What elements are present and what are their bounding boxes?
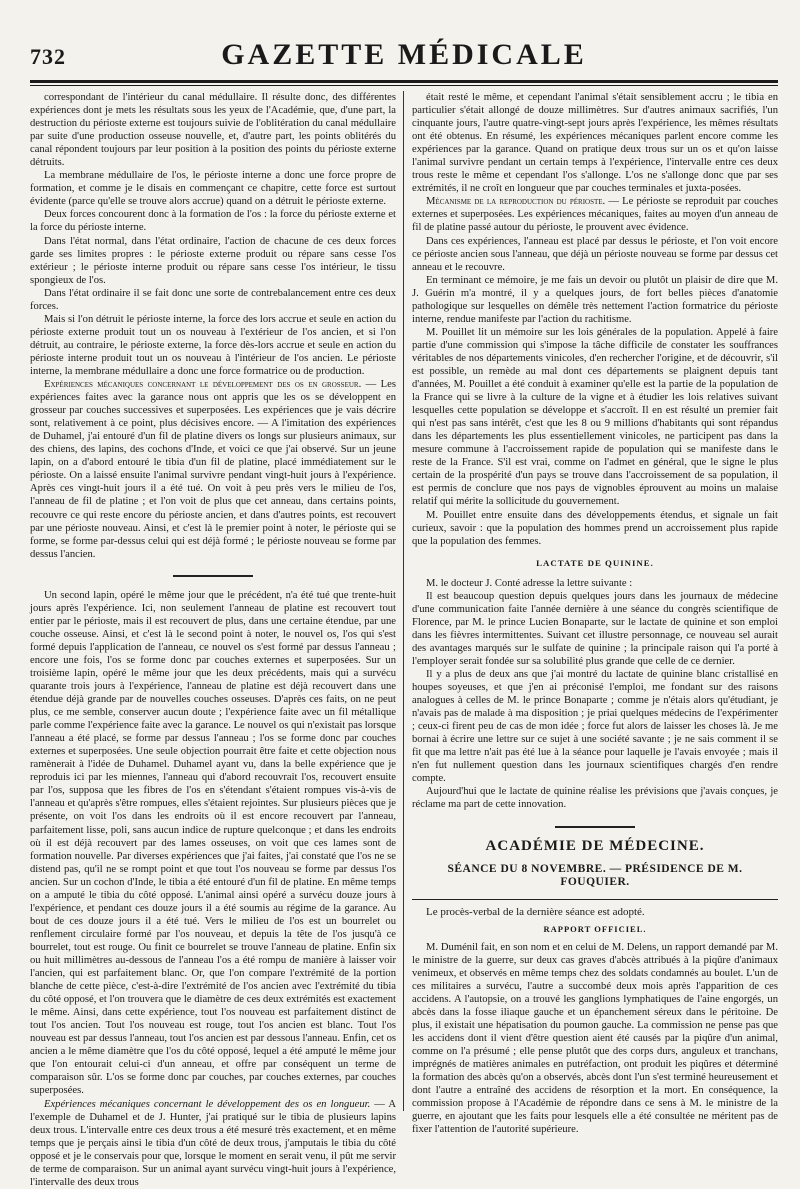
section-paragraph — [30, 1098, 396, 1189]
paragraph: Dans l'état ordinaire il se fait donc une sorte de contrebalancement entre ces deux forces. — [30, 287, 396, 312]
paragraph: correspondant de l'intérieur du canal médullaire. Il résulte donc, des différentes expériences dont je mets les résultats sous les yeux de l'Académie, que, d'une part, la destruction du périoste externe est toujours suivie de l'oblitération du canal médullaire par suite d'une production osseuse nouvelle, et, d'autre part, les points oblitérés du canal répondent toujours par leur position à la position des points du périoste externe détruits. — [30, 92, 396, 169]
section-paragraph — [412, 195, 778, 234]
section-title: Mécanisme de la reproduction du périoste. — [426, 196, 606, 208]
academy-title: ACADÉMIE DE MÉDECINE. — [485, 837, 705, 854]
separator — [173, 575, 253, 577]
page-number: 732 — [30, 44, 66, 69]
header-rule — [30, 80, 778, 83]
session-title: SÉANCE DU 8 NOVEMBRE. — PRÉSIDENCE DE M. FOUQUIER. — [447, 862, 743, 888]
section-text: — A l'exemple de Duhamel et de J. Hunter, j'ai pratiqué sur le tibia de plusieurs lapins deux trous. L'intervalle entre ces deux trous a été mesuré très exactement, et en même temps que je perçais ainsi le tibia d'un côté de deux trous, j'amputais le tibia du côté opposé et je le conservais pour que, lorsque le moment en serait venu, il pût me servir de terme de comparaison. Sur un animal ayant survécu vingt-huit jours à l'expérience, l'intervalle des deux trous — [30, 1098, 397, 1188]
section-title: Expériences mécaniques concernant le développement des os en grosseur. — [44, 379, 362, 391]
paragraph: Il est beaucoup question depuis quelques jours dans les journaux de médecine d'une communication faite l'année dernière à une séance du congrès scientifique de Florence, par M. le prince Lucien Bonaparte, sur le lactate de quinine et son emploi dans les fièvres intermittentes. Suivant cet illustre personnage, ce nouveau sel aurait des avantages marqués sur le sulfate de quinine ; la principale raison qui l'a porté à l'employer serait fondée sur sa solubilité plus grande que celle de ce dernier. — [412, 590, 778, 667]
paragraph: M. Duménil fait, en son nom et en celui de M. Delens, un rapport demandé par M. le ministre de la guerre, sur deux cas graves d'abcès attribués à la piqûre d'animaux venimeux, et observés en même temps chez des soldats condamnés au boulet. L'un de ces militaires a survécu, l'autre a succombé deux mois après l'apparition de ces accidens. A l'autopsie, on a trouvé les ganglions lymphatiques de l'aine engorgés, un abcès dans la fosse iliaque gauche et un épanchement séreux dans le péritoine. De plus, il existait une hépatisation du poumon gauche. La commission ne pense pas que les accidens dont il vient d'être question aient été causés par la piqûre d'un animal, comme on l'a présumé ; elle pense plutôt que des corps durs, anguleux et tranchans, imprégnés de matières animales en putréfaction, ont produit les piqûres et déterminé la formation des abcès qu'on a observés, abcès dont l'un s'est terminé heureusement et dont l'autre a entraîné des accidens de résorption et la mort. En conséquence, la commission propose à l'Académie de répondre dans ce sens à M. le ministre de la guerre, en ajoutant que les faits pour lesquels elle a été consultée ne méritent pas de fixer l'attention de l'autorité supérieure. — [412, 941, 778, 1136]
paragraph: Mais si l'on détruit le périoste interne, la force des lors accrue et seule en action du périoste externe produit tout un os nouveau à l'extérieur de l'os ancien, et si l'on détruit, au contraire, le périoste externe, la force dès-lors accrue et seule en action du périoste interne produit tout un os nouveau à l'intérieur de l'os ancien. Le périoste interne, la membrane médullaire a donc une force formatrice ou de production. — [30, 313, 396, 377]
paragraph: Un second lapin, opéré le même jour que le précédent, n'a été tué que trente-huit jours après l'expérience. Ici, non seulement l'anneau de platine est recouvert tout entier par le périoste, mais il est recouvert de plus, dans une certaine étendue, par une couche osseuse. Ainsi, et c'est là le second point à noter, le nouvel os, l'os qui s'est formé depuis l'application de l'anneau, ce nouvel os s'est formé par dessus l'anneau ; encore une fois, l'os se forme donc par couches externes et superposées. Sur un troisième lapin, opéré le même jour que les deux précédents, mais qui a survécu quarante trois jours à l'expérience, l'anneau de platine est déjà recouvert dans une étendue déjà grande par de nouvelles couches osseuses. D'après ces faits, on ne peut plus, ce me semble, conserver aucun doute ; l'expérience faite avec un fil métallique parle comme l'expérience faite avec la garance. Le nouvel os qui n'existait pas lorsque l'anneau a été placé, se forme par dessus l'anneau ; l'os se forme donc par couches externes et superposées. Une seule objection pourrait être faite et cette objection nous ramènerait à l'idée de Duhamel. Duhamel ayant vu, dans la belle expérience que je reproduis ici par les miennes, l'anneau qui d'abord recouvrait l'os, recouvert ensuite par l'os, supposa que les fibres de l'os en s'étendant s'étaient rompues vis-à-vis de l'anneau et qu'après s'être rompues, elles s'étaient rejointes. Sur plusieurs pièces que je présente, on voit l'os dans les endroits où il est encore recouvert par l'anneau, parfaitement lisse, poli, sans aucun indice de rupture quelconque ; et dans les endroits où il est déjà recouvert par des lames osseuses, on voit que ces lames sont de formation nouvelle. Par diverses expériences que j'ai faites, j'ai constaté que l'os ne se distend pas, qu'il ne se rompt point et que tout l'os nouveau se forme par dessus l'os ancien. Sur un cochon d'Inde, le tibia a été entouré d'un fil de platine. En même temps on a amputé le tibia du côté opposé. L'animal ainsi opéré a survécu douze jours à l'expérience, et pendant ces douze jours il a été soumis au régime de la garance. Au bout de ces douze jours il a été tué. Vers le milieu de l'os est un bourrelet ou renflement circulaire formé par l'os nouveau, et depuis la tête de l'os jusqu'à ce bourrelet, tout est rouge. Ou finit ce bourrelet se trouve l'anneau de platine. Enfin six ou huit millimètres au-dessous de l'anneau l'os a été rompu de manière à laisser voir l'ancien, qui est parfaitement blanc. Or, que l'on compare l'extrémité de la portion blanche de cette pièce, c'est-à-dire l'extrémité de l'os ancien avec l'extrémité du tibia du côté opposé, et l'on trouvera que le diamètre de ces deux extrémités est exactement le même. Ainsi, dans cette expérience, tout l'os nouveau est parfaitement distinct de tout l'os ancien. Tout l'os nouveau est rouge, tout l'os ancien est blanc. Tout l'os nouveau est par dessus l'anneau, tout l'os ancien est par dessous l'anneau. Enfin, cet os ancien a le même diamètre que l'os du côté opposé, lequel a été amputé le même jour que l'on entourait celui-ci d'un anneau, et offre par conséquent un terme de comparaison sûr. L'os se forme donc par couches, par couches externes, par couches superposées. — [30, 589, 396, 1097]
left-column — [30, 91, 397, 1188]
section-paragraph — [30, 378, 396, 561]
page-header — [30, 38, 778, 74]
paragraph: Aujourd'hui que le lactate de quinine réalise les prévisions que j'avais conçues, je réclame ma part de cette innovation. — [412, 786, 778, 811]
paragraph: M. Pouillet lit un mémoire sur les lois générales de la population. Appelé à faire partie d'une commission qui s'impose la tâche difficile de constater les souffrances véritables de nos départements vinicoles, d'en rechercher l'origine, et de découvrir, s'il est possible, un remède au mal dont ces départements se plaignent depuis tant d'années, M. Pouillet a été conduit à examiner qu'elle est la partie de la population de la France qui se livre à la culture de la vigne et à étudier les lois relatives suivant lesquelles cette population se développe et s'accroît. Il en est résulté un premier fait qui n'est pas sans intérêt, c'est que les 8 ou 9 millions d'habitants qui sont répandus dans les départements les plus essentiellement vinicoles, ne participent pas dans la mesure commune à l'accroissement rapide de population qui se manifeste dans le reste de la France. S'il est vrai, comme on l'admet en général, que le signe le plus certain de la prospérité d'un pays se trouve dans l'accroissement de sa population, il est permis de conclure que nos pays de vignobles éprouvent au moins un malaise relatif qui mérite la sollicitude du gouvernement. — [412, 326, 778, 508]
section-text: — Le périoste se reproduit par couches externes et superposées. Les expériences mécaniques, faites au moyen d'un anneau de fil de platine passé autour du périoste, le prouvent avec évidence. — [412, 196, 778, 234]
paragraph: Dans ces expériences, l'anneau est placé par dessus le périoste, et l'on voit encore ce périoste ancien sous l'anneau, que déjà un périoste nouveau se forme par dessus cet anneau et le recouvre. — [412, 235, 778, 273]
right-column — [412, 91, 778, 1136]
column-divider — [403, 91, 404, 1111]
paragraph: M. Pouillet entre ensuite dans des développements étendus, et signale un fait curieux, savoir : que la population des hommes prend un accroissement plus rapide que la population des femmes. — [412, 509, 778, 547]
section-text: — Les expériences faites avec la garance nous ont appris que les os se développent en grosseur par couches successives et superposées. Les expériences que je vais décrire sont, relativement à ce point, plus décisives encore. — A l'imitation des expériences de Duhamel, j'ai entouré d'un fil de platine divers os longs sur plusieurs animaux, sur des chiens, des lapins, des cochons d'Inde, et voici ce que j'ai observé. Sur un jeune lapin, on a d'abord entouré le tibia d'un fil de platine, placé immédiatement sur le périoste. On a laissé ensuite l'animal survivre pendant vingt-huit jours à l'expérience. Après ces vingt-huit jours il a été tué. On voit à peu près vers le milieu de l'os, l'anneau de fil de platine ; et l'on voit de plus que cet anneau, dans certains points, recouvre ce qui reste encore du périoste ancien, et dans d'autres points, est recouvert par une périoste nouveau. Ainsi, et c'est là le premier point à noter, le périoste qui se forme, se forme par-dessus celui qui est déjà formé ; le périoste nouveau se forme par dessus l'ancien. — [30, 379, 396, 560]
proces-verbal: Le procès-verbal de la dernière séance est adopté. — [426, 905, 645, 918]
separator — [555, 826, 635, 828]
section-title: Expériences mécaniques concernant le développement des os en longueur. — [44, 1098, 371, 1110]
paragraph: Dans l'état normal, dans l'état ordinaire, l'action de chacune de ces deux forces garde ses limites propres : le périoste externe produit ou répare sans cesse l'os extérieur ; le périoste interne produit ou répare sans cesse l'os intérieur, le tissu spongieux de l'os. — [30, 235, 396, 286]
header-rule-thin — [30, 85, 778, 86]
paragraph: M. le docteur J. Conté adresse la lettre suivante : — [426, 577, 633, 589]
paragraph: La membrane médullaire de l'os, le périoste interne a donc une force propre de formation, et comme je le disais en commençant ce chapitre, cette force est surtout évidente (parce qu'elle se trouve alors accrue) quand on a détruit le périoste externe. — [30, 170, 396, 208]
rapport-heading: RAPPORT OFFICIEL. — [543, 923, 647, 934]
lactate-heading: LACTATE DE QUININE. — [536, 557, 654, 568]
journal-title: GAZETTE MÉDICALE — [221, 38, 587, 71]
paragraph: En terminant ce mémoire, je me fais un devoir ou plutôt un plaisir de dire que M. J. Guérin m'a montré, il y a quelques jours, de fort belles pièces d'anatomie pathologique sur lesquelles on démêle très nettement l'action formatrice du périoste interne, rendue manifeste par l'action du rachitisme. — [412, 274, 778, 325]
paragraph: était resté le même, et cependant l'animal s'était sensiblement accru ; le tibia en particulier s'était allongé de douze millimètres. Sur d'autres animaux sacrifiés, l'un cinquante jours, l'autre quatre-vingt-sept jours après l'expérience, les mêmes résultats ont été obtenus. En résumé, les expériences mécaniques parlent encore comme les expériences par la garance. Quand on pratique deux trous sur un os et qu'on laisse l'animal survivre pendant un certain temps à l'expérience, l'intervalle entre ces deux trous reste le même et cependant l'os s'allonge. L'os ne s'allonge donc que par ses extrémités, il ne croît en longueur que par couches terminales et juxta-posées. — [412, 92, 778, 195]
separator-full — [412, 899, 778, 900]
paragraph: Deux forces concourent donc à la formation de l'os : la force du périoste externe et la force du périoste interne. — [30, 209, 396, 234]
paragraph: Il y a plus de deux ans que j'ai montré du lactate de quinine blanc cristallisé en houpes soyeuses, et que j'en ai préconisé l'emploi, me fondant sur des raisons analogues à celles de M. le prince Bonaparte ; comme je n'étais alors qu'étudiant, je n'avais pas de malade à ma disposition ; je priai quelques médecins de l'expérimenter ; ceux-ci firent peu de cas de mon idée ; force fut alors de laisser les choses là. Je me bornai à écrire une lettre sur ce sujet à une société savante ; je ne sais comment il se fit que ma lettre n'ait pas été lue à la séance pour laquelle je l'avais envoyée ; mais il n'en fut nullement question dans les journaux scientifiques chargés d'en rendre compte. — [412, 669, 778, 785]
